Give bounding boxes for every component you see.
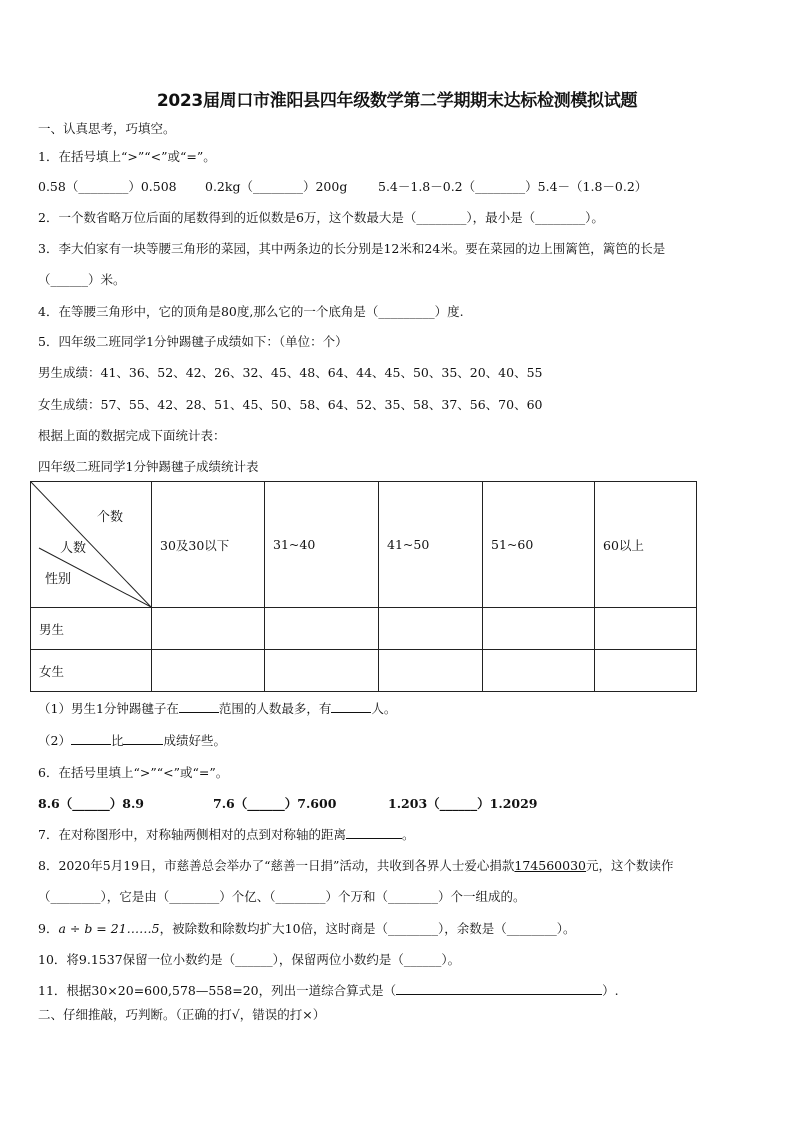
- answer-cell[interactable]: [483, 608, 595, 650]
- question-3-line2: （______）米。: [38, 272, 126, 287]
- statistics-table: [30, 481, 697, 692]
- question-10: 10．将9.1537保留一位小数约是（______），保留两位小数约是（______）。: [38, 952, 461, 967]
- answer-blank[interactable]: [71, 732, 111, 745]
- question-6-a: 8.6（______）8.9: [38, 796, 144, 811]
- question-1-a: 0.58（________）0.508: [38, 179, 177, 194]
- question-1-stem: 1．在括号填上“>”“<”或“=”。: [38, 149, 216, 164]
- answer-blank[interactable]: [346, 826, 402, 839]
- question-6-b: 7.6（______）7.600: [213, 796, 337, 811]
- question-6-stem: 6．在括号里填上“>”“<”或“=”。: [38, 765, 229, 780]
- diagonal-lines: [31, 482, 151, 607]
- question-6-c: 1.203（______）1.2029: [388, 796, 538, 811]
- column-header: 51~60: [483, 482, 595, 608]
- answer-blank[interactable]: [123, 732, 163, 745]
- question-5-sub2: （2） 比 成绩好些。: [38, 733, 226, 748]
- question-8-line1: 8．2020年5月19日，市慈善总会举办了“慈善一日捐”活动，共收到各界人士爱心捐款174560030元，这个数读作: [38, 858, 674, 873]
- table-title: 四年级二班同学1分钟踢毽子成绩统计表: [38, 459, 259, 474]
- answer-cell[interactable]: [379, 650, 483, 692]
- boys-scores: 男生成绩：41、36、52、42、26、32、45、48、64、44、45、50、35、20、40、55: [38, 365, 543, 380]
- answer-blank[interactable]: [396, 982, 602, 995]
- section-2-heading: 二、仔细推敲，巧判断。（正确的打√，错误的打×）: [38, 1007, 326, 1022]
- question-1-c: 5.4－1.8－0.2（________）5.4－（1.8－0.2）: [378, 179, 648, 194]
- diag-label-count: 个数: [97, 510, 124, 525]
- question-5-sub1: （1）男生1分钟踢毽子在 范围的人数最多，有 人。: [38, 701, 397, 716]
- answer-cell[interactable]: [265, 608, 379, 650]
- question-11: 11．根据30×20=600,578—558=20，列出一道综合算式是（ ）.: [38, 983, 619, 998]
- division-formula: a ÷ b = 21……5: [58, 921, 160, 936]
- question-4: 4．在等腰三角形中，它的顶角是80度,那么它的一个底角是（_________）度.: [38, 304, 464, 319]
- question-9: 9．a ÷ b = 21……5，被除数和除数均扩大10倍，这时商是（________），余数是（________）。: [38, 921, 576, 936]
- girls-scores: 女生成绩：57、55、42、28、51、45、50、58、64、52、35、58、37、56、70、60: [38, 397, 543, 412]
- section-1-heading: 一、认真思考，巧填空。: [38, 121, 176, 136]
- donation-number: 174560030: [514, 858, 586, 873]
- column-header: 31~40: [265, 482, 379, 608]
- question-1-b: 0.2kg（________）200g: [205, 179, 348, 194]
- diag-label-gender: 性别: [45, 572, 72, 587]
- table-header-row: [31, 482, 697, 608]
- column-header: 30及30以下: [152, 482, 265, 608]
- column-header: 41~50: [379, 482, 483, 608]
- question-2: 2．一个数省略万位后面的尾数得到的近似数是6万，这个数最大是（________），最小是（________）。: [38, 210, 604, 225]
- answer-blank[interactable]: [331, 700, 371, 713]
- diag-label-people: 人数: [60, 541, 87, 556]
- question-8-line2: （________），它是由（________）个亿、（________）个万和（________）个一组成的。: [38, 889, 526, 904]
- row-label: 女生: [31, 650, 152, 692]
- answer-cell[interactable]: [379, 608, 483, 650]
- question-3-line1: 3．李大伯家有一块等腰三角形的菜园，其中两条边的长分别是12米和24米。要在菜园的边上围篱笆，篱笆的长是: [38, 241, 666, 256]
- row-label: 男生: [31, 608, 152, 650]
- table-row-girls: [31, 650, 697, 692]
- answer-cell[interactable]: [595, 650, 697, 692]
- column-header: 60以上: [595, 482, 697, 608]
- answer-cell[interactable]: [595, 608, 697, 650]
- answer-cell[interactable]: [483, 650, 595, 692]
- answer-blank[interactable]: [179, 700, 219, 713]
- table-instruction: 根据上面的数据完成下面统计表：: [38, 428, 226, 443]
- diagonal-header-cell: [31, 482, 152, 608]
- answer-cell[interactable]: [152, 650, 265, 692]
- page-title: 2023届周口市淮阳县四年级数学第二学期期末达标检测模拟试题: [156, 91, 638, 111]
- answer-cell[interactable]: [265, 650, 379, 692]
- answer-cell[interactable]: [152, 608, 265, 650]
- question-5-stem: 5．四年级二班同学1分钟踢毽子成绩如下：（单位：个）: [38, 334, 348, 349]
- question-7: 7．在对称图形中，对称轴两侧相对的点到对称轴的距离 。: [38, 827, 415, 842]
- table-row-boys: [31, 608, 697, 650]
